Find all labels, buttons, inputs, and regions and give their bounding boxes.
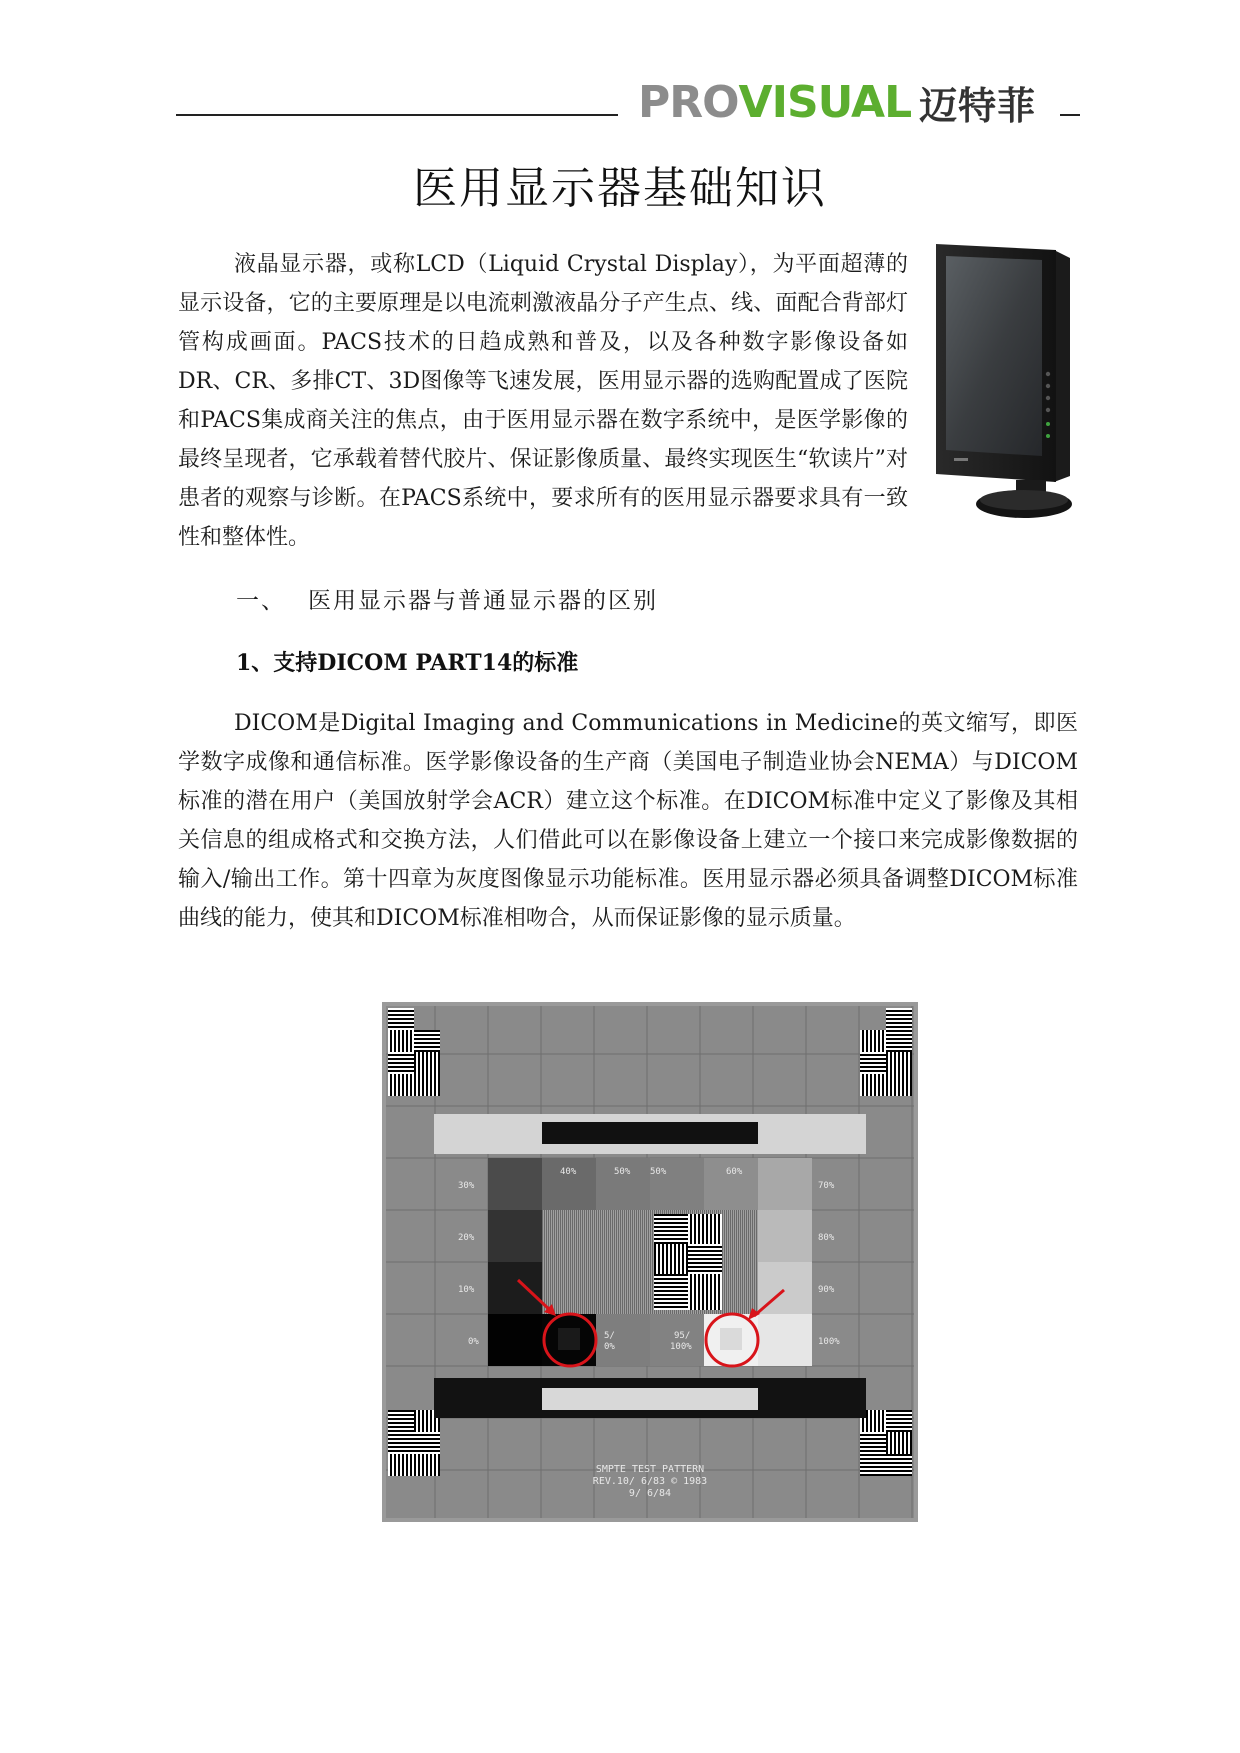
pattern-caption-2: REV.10/ 6/83 © 1983 — [592, 1476, 708, 1487]
header-rule-left — [176, 114, 618, 116]
center-left-label-2: 0% — [604, 1342, 615, 1352]
provisual-logo — [638, 78, 1036, 126]
logo-chinese-text: 迈特菲 — [919, 83, 1037, 128]
top-label-50b: 50% — [650, 1167, 667, 1177]
dicom-paragraph: DICOM是Digital Imaging and Communications in Medicine的英文缩写，即医学数字成像和通信标准。医学影像设备的生产商（美国电子制造业协会NEMA）与DICOM标准的潜在用户（美国放射学会ACR）建立这个标准。在DICOM标准中定义了影像及其相关信息的组成格式和交换方法，人们借此可以在影像设备上建立一个接口来完成影像数据的输入/输出工作。第十四章为灰度图像显示功能标准。医用显示器必须具备调整DICOM标准曲线的能力，使其和DICOM标准相吻合，从而保证影像的显示质量。 — [178, 711, 1078, 931]
left-label-0: 0% — [468, 1337, 479, 1347]
bottom-white-box — [542, 1388, 758, 1410]
intro-paragraph: 液晶显示器，或称LCD（Liquid Crystal Display），为平面超薄的显示设备，它的主要原理是以电流刺激液晶分子产生点、线、面配合背部灯管构成画面。PACS技术的日趋成熟和普及，以及各种数字影像设备如DR、CR、多排CT、3D图像等飞速发展，医用显示器的选购配置成了医院和PACS集成商关注的焦点，由于医用显示器在数字系统中，是医学影像的最终呈现者，它承载着替代胶片、保证影像质量、最终实现医生“软读片”对患者的观察与诊断。在PACS系统中，要求所有的医用显示器要求具有一致性和整体性。 — [178, 252, 908, 550]
logo-pro-text: PRO — [638, 76, 739, 128]
top-label-40: 40% — [560, 1167, 577, 1177]
corner-resolution-bottom-left — [388, 1410, 440, 1476]
smpte-test-pattern — [382, 1002, 918, 1522]
center-right-label-1: 95/ — [674, 1331, 691, 1341]
logo-visual-text: VISUAL — [738, 76, 912, 128]
left-label-30: 30% — [458, 1181, 475, 1191]
left-label-20: 20% — [458, 1233, 475, 1243]
pattern-caption-1: SMPTE TEST PATTERN — [595, 1464, 705, 1475]
corner-resolution-bottom-right — [860, 1410, 912, 1476]
right-label-100: 100% — [818, 1337, 840, 1347]
right-label-70: 70% — [818, 1181, 835, 1191]
top-black-box — [542, 1122, 758, 1144]
section-title: 医用显示器与普通显示器的区别 — [308, 588, 658, 614]
right-label-80: 80% — [818, 1233, 835, 1243]
section-heading — [236, 582, 658, 615]
section-number: 一、 — [236, 588, 286, 614]
subsection-heading: 1、支持DICOM PART14的标准 — [236, 650, 579, 676]
center-left-label-1: 5/ — [604, 1331, 615, 1341]
document-title: 医用显示器基础知识 — [413, 163, 827, 214]
left-label-10: 10% — [458, 1285, 475, 1295]
right-label-90: 90% — [818, 1285, 835, 1295]
top-label-60: 60% — [726, 1167, 743, 1177]
medical-monitor-image — [924, 244, 1074, 524]
top-label-50a: 50% — [614, 1167, 631, 1177]
header-rule-right — [1060, 114, 1080, 116]
pattern-caption-3: 9/ 6/84 — [628, 1488, 672, 1499]
center-right-label-2: 100% — [670, 1342, 692, 1352]
